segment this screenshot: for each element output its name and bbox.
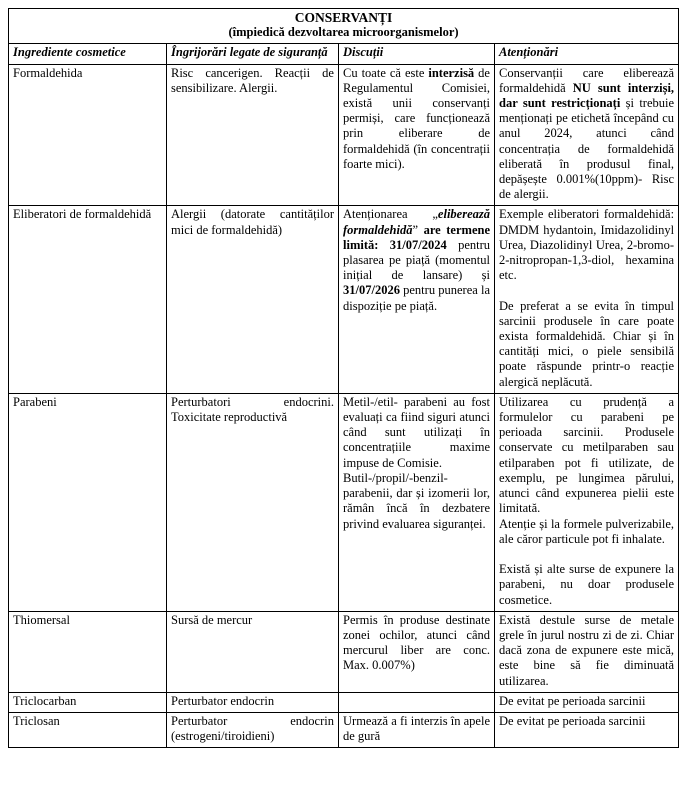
paragraph <box>343 714 490 744</box>
table-title: CONSERVANȚI <box>294 10 393 25</box>
title-row <box>9 9 679 44</box>
title-cell <box>9 9 679 44</box>
table-row <box>9 393 679 611</box>
text-segment: Parabeni <box>13 394 57 409</box>
text-segment: are termene limită: 31/07/2024 <box>343 222 490 252</box>
table-row <box>9 611 679 692</box>
discussion-cell <box>339 393 495 611</box>
text-segment: Permis în produse destinate zonei ochilor, atunci când mercurul liber are conc. Max. 0.007%) <box>343 612 490 673</box>
paragraph <box>13 694 162 709</box>
table-body <box>9 64 679 748</box>
text-segment: Atenționarea „ <box>343 207 438 222</box>
paragraph <box>499 517 674 547</box>
paragraph <box>499 66 674 203</box>
concerns-cell <box>167 692 339 712</box>
text-segment: Atenție și la formele pulverizabile, ale căror particule pot fi inhalate. <box>499 516 675 546</box>
text-segment: eliberează formaldehidă <box>343 207 490 237</box>
text-segment: de Regulamentul Comisiei, există unii conservanți permiși, care funcționează prin eliberare de formaldehidă (în concentrații foarte mici). <box>343 65 490 171</box>
concerns-cell <box>167 206 339 393</box>
paragraph <box>13 714 162 729</box>
text-segment: Sursă de mercur <box>171 612 253 627</box>
text-segment: Triclocarban <box>13 693 77 708</box>
text-segment: Perturbatori endocrini. Toxicitate reproductivă <box>171 394 334 425</box>
paragraph <box>171 395 334 425</box>
text-segment: Perturbator endocrin <box>171 693 275 708</box>
table-row <box>9 64 679 206</box>
paragraph <box>499 694 674 709</box>
paragraph <box>499 613 674 689</box>
discussion-cell <box>339 206 495 393</box>
text-segment: ” <box>412 222 424 237</box>
text-segment: și trebuie menționați pe etichetă începând cu anul 2024, atunci când concentrația de formaldehidă eliberată în produsul final, depășește 0.001%(10ppm)- Risc de alergii. <box>499 96 675 202</box>
paragraph <box>499 283 674 298</box>
text-segment: interzisă <box>428 65 475 80</box>
concerns-cell <box>167 712 339 747</box>
paragraph <box>171 66 334 96</box>
paragraph <box>343 471 490 532</box>
paragraph <box>499 395 674 517</box>
paragraph <box>171 613 334 628</box>
text-segment: Există și alte surse de expunere la parabeni, nu doar produsele cosmetice. <box>499 562 675 607</box>
paragraph <box>13 395 162 410</box>
paragraph <box>171 694 334 709</box>
ingredient-cell <box>9 692 167 712</box>
column-header-row <box>9 44 679 64</box>
table-row <box>9 712 679 747</box>
column-header-ingrijorari-siguranta: Îngrijorări legate de siguranță <box>167 44 339 64</box>
text-segment: Metil-/etil- parabeni au fost evaluați ca fiind siguri atunci când sunt utilizați în concentrațiile maxime impuse de Comisie. <box>343 394 490 470</box>
text-segment: pentru punerea la dispoziție pe piață. <box>343 283 490 313</box>
ingredient-cell <box>9 206 167 393</box>
paragraph <box>171 714 334 744</box>
column-header-atentionari: Atenționări <box>495 44 679 64</box>
paragraph <box>343 207 490 313</box>
text-segment: Risc cancerigen. Reacții de sensibilizare. Alergii. <box>171 65 334 95</box>
text-segment: Cu toate că este <box>343 65 429 80</box>
paragraph <box>343 613 490 674</box>
ingredient-cell <box>9 611 167 692</box>
text-segment: Butil-/propil/-benzil-parabenii, dar și izomerii lor, rămân încă în dezbatere privind evaluarea siguranței. <box>343 470 490 531</box>
paragraph <box>13 66 162 81</box>
paragraph <box>13 207 162 222</box>
discussion-cell <box>339 64 495 206</box>
paragraph <box>343 395 490 471</box>
column-header-ingrediente-cosmetice: Ingrediente cosmetice <box>9 44 167 64</box>
concerns-cell <box>167 611 339 692</box>
discussion-cell <box>339 692 495 712</box>
text-segment: Conservanții care eliberează formaldehidă <box>499 65 675 95</box>
text-segment: Triclosan <box>13 713 60 728</box>
text-segment: Eliberatori de formaldehidă <box>13 207 152 222</box>
text-segment: Thiomersal <box>13 612 70 627</box>
paragraph <box>499 547 674 562</box>
text-segment: pentru plasarea pe piață (momentul inițial de lansare) și <box>343 237 491 283</box>
text-segment: Exemple eliberatori formaldehidă: DMDM hydantoin, Imidazolidinyl Urea, Diazolidinyl Urea, 2-bromo-2-nitropropan-1,3-diol, hexamina etc. <box>499 207 675 283</box>
table-row <box>9 206 679 393</box>
text-segment: De preferat a se evita în timpul sarcinii produsele în care poate exista formaldehidă. Chiar și în cantități mici, o piele sensibilă poate răspunde printr-o reacție alergică neplăcută. <box>499 298 675 389</box>
warnings-cell <box>495 692 679 712</box>
ingredient-cell <box>9 393 167 611</box>
ingredient-cell <box>9 64 167 206</box>
warnings-cell <box>495 206 679 393</box>
text-segment: De evitat pe perioada sarcinii <box>499 713 646 728</box>
discussion-cell <box>339 712 495 747</box>
text-segment: Utilizarea cu prudență a formulelor cu parabeni pe perioada sarcinii. Produsele conservate cu metilparaben sau etilparaben pot fi utilizate, de exemplu, pe lungimea părului, atunci când expunerea pielii este limitată. <box>499 394 675 516</box>
text-segment: Urmează a fi interzis în apele de gură <box>343 713 490 744</box>
concerns-cell <box>167 64 339 206</box>
paragraph <box>499 299 674 390</box>
warnings-cell <box>495 393 679 611</box>
text-segment: 31/07/2026 <box>343 283 400 298</box>
warnings-cell <box>495 611 679 692</box>
paragraph <box>171 207 334 237</box>
text-segment: De evitat pe perioada sarcinii <box>499 693 646 708</box>
concerns-cell <box>167 393 339 611</box>
text-segment: Alergii (datorate cantităților mici de formaldehidă) <box>171 207 334 237</box>
column-header-discutii: Discuții <box>339 44 495 64</box>
warnings-cell <box>495 64 679 206</box>
text-segment: Formaldehida <box>13 65 83 80</box>
text-segment: Există destule surse de metale grele în jurul nostru zi de zi. Chiar dacă zona de expunere este mică, este bine să fie diminuată utilizarea. <box>499 612 675 688</box>
discussion-cell <box>339 611 495 692</box>
paragraph <box>343 66 490 172</box>
paragraph <box>499 207 674 283</box>
paragraph <box>499 714 674 729</box>
table-row <box>9 692 679 712</box>
paragraph <box>13 613 162 628</box>
table-subtitle: (împiedică dezvoltarea microorganismelor) <box>228 25 459 40</box>
ingredient-cell <box>9 712 167 747</box>
warnings-cell <box>495 712 679 747</box>
text-segment: NU sunt interziși, dar sunt restricționați <box>499 80 675 111</box>
text-segment: Perturbator endocrin (estrogeni/tiroidieni) <box>171 713 334 744</box>
document-table <box>8 8 679 748</box>
paragraph <box>499 562 674 608</box>
